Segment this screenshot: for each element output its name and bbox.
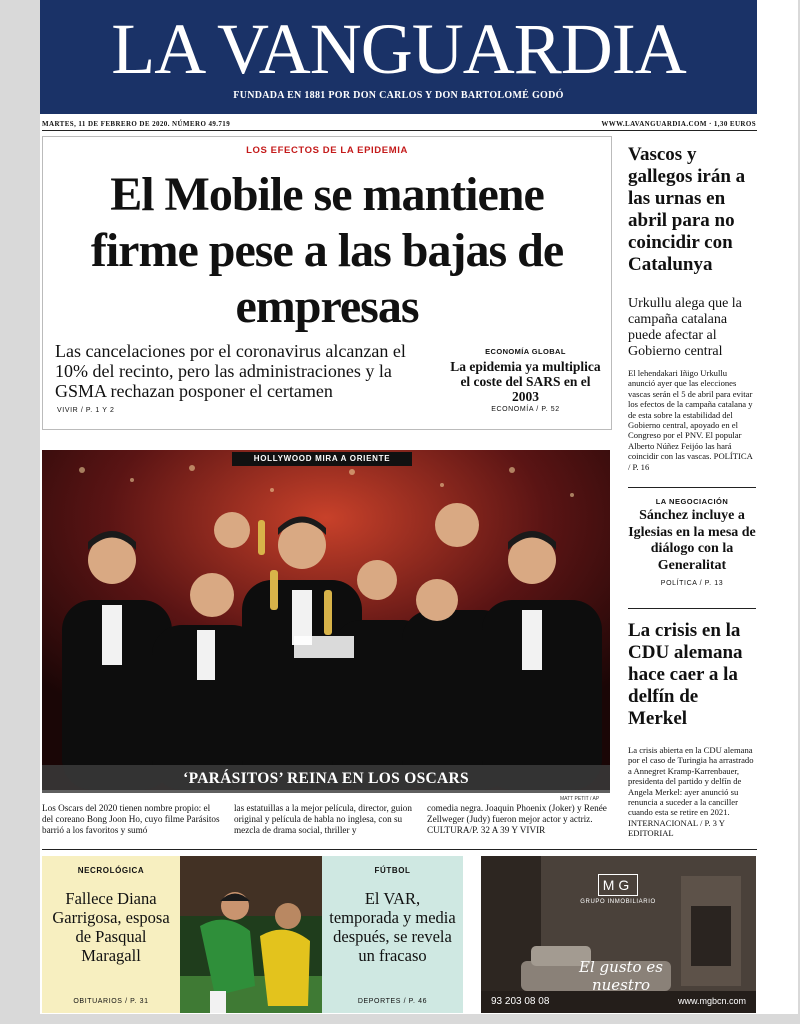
photo-caption[interactable]: ‘PARÁSITOS’ REINA EN LOS OSCARS (42, 765, 610, 793)
oscars-story-col-2: las estatuillas a la mejor película, director, guion original y película de habla no inglesa, con su mezcla de drama social, thriller y (234, 803, 412, 835)
photo-kicker: HOLLYWOOD MIRA A ORIENTE (232, 452, 412, 466)
negotiation-page-ref: POLÍTICA / P. 13 (660, 580, 724, 587)
oscars-photo[interactable] (42, 450, 610, 790)
column-rule-1 (628, 487, 756, 488)
ad-slogan: El gusto es nuestro (579, 958, 663, 994)
ad-website[interactable]: www.mgbcn.com (677, 996, 746, 1006)
cdu-crisis-headline[interactable]: La crisis en la CDU alemana hace caer a la delfín de Merkel (628, 620, 743, 729)
ad-phone[interactable]: 93 203 08 08 (491, 996, 550, 1007)
obituary-box[interactable] (42, 856, 180, 1013)
obituary-kicker: NECROLÓGICA (77, 866, 145, 875)
newspaper-logo[interactable]: LA VANGUARDIA (111, 9, 686, 89)
basque-elections-body: El lehendakari Iñigo Urkullu anunció ayer que las elecciones vascas serán el 5 de abril para evitar los efectos de la campaña catalana y de esta sobre la estabilidad del Gobierno central, apoyado en el Congreso por el PNV. El popular Alberto Núñez Feijóo las hará coincidir con las vascas. POLÍTICA / P. 16 (628, 368, 753, 472)
cdu-crisis-body: La crisis abierta en la CDU alemana por el caso de Turingia ha arrastrado a Annegret Kramp-Karrenbauer, presidenta del partido y delfín de Angela Merkel: ayer anunció su renuncia a suceder a la canciller cuando esta se retire en 2021. INTERNACIONAL / P. 3 Y EDITORIAL (628, 745, 754, 839)
football-photo[interactable] (180, 856, 322, 1013)
newspaper-front-page (40, 0, 798, 1014)
oscars-story-col-3: comedia negra. Joaquin Phoenix (Joker) y Renée Zellweger (Judy) fueron mejor actor y actriz. CULTURA/P. 32 A 39 Y VIVIR (427, 803, 607, 835)
ad-logo-mark: MG (598, 874, 639, 896)
obituary-headline[interactable]: Fallece Diana Garrigosa, esposa de Pasqual Maragall (52, 889, 170, 965)
football-kicker: FÚTBOL (374, 866, 411, 875)
column-rule-2 (628, 608, 756, 609)
masthead (40, 0, 757, 114)
negotiation-kicker: LA NEGOCIACIÓN (655, 497, 729, 506)
lead-story[interactable] (42, 136, 612, 430)
football-page-ref: DEPORTES / P. 46 (357, 998, 428, 1005)
lead-page-ref: VIVIR / P. 1 Y 2 (57, 407, 115, 414)
header-rule (42, 130, 757, 131)
bottom-rule (42, 849, 757, 850)
lead-kicker: LOS EFECTOS DE LA EPIDEMIA (246, 145, 408, 156)
website-price: WWW.LAVANGUARDIA.COM · 1,30 EUROS (601, 120, 756, 128)
basque-elections-subhead: Urkullu alega que la campaña catalana puede afectar al Gobierno central (628, 296, 742, 359)
photo-credit: MATT PETIT / AP (560, 796, 600, 802)
ad-logo (579, 874, 657, 905)
obituary-page-ref: OBITUARIOS / P. 31 (73, 998, 149, 1005)
lead-headline[interactable]: El Mobile se mantiene firme pese a las bajas de empresas (90, 168, 564, 333)
football-box[interactable] (322, 856, 463, 1013)
football-headline[interactable]: El VAR, temporada y media después, se revela un fracaso (329, 889, 456, 965)
issue-date: MARTES, 11 DE FEBRERO DE 2020. NÚMERO 49.719 (42, 120, 231, 128)
basque-elections-headline[interactable]: Vascos y gallegos irán a las urnas en abril para no coincidir con Catalunya (628, 144, 746, 275)
lead-subhead: Las cancelaciones por el coronavirus alcanzan el 10% del recinto, pero las administraciones y la GSMA rechazan posponer el certamen (55, 341, 406, 401)
oscars-story-col-1: Los Oscars del 2020 tienen nombre propio: el del coreano Bong Joon Ho, cuyo filme Parásitos barrió a los favoritos y sumó (42, 803, 220, 835)
economy-page-ref: ECONOMÍA / P. 52 (491, 406, 560, 413)
negotiation-headline[interactable]: Sánchez incluye a Iglesias en la mesa de diálogo con la Generalitat (628, 508, 756, 573)
economy-kicker: ECONOMÍA GLOBAL (485, 347, 566, 356)
real-estate-ad[interactable] (481, 856, 756, 1013)
economy-sidebar[interactable] (448, 347, 603, 413)
economy-headline[interactable]: La epidemia ya multiplica el coste del SARS en el 2003 (450, 359, 601, 404)
founded-line: FUNDADA EN 1881 POR DON CARLOS Y DON BARTOLOMÉ GODÓ (233, 90, 564, 101)
ad-brand: GRUPO INMOBILIARIO (580, 899, 656, 905)
